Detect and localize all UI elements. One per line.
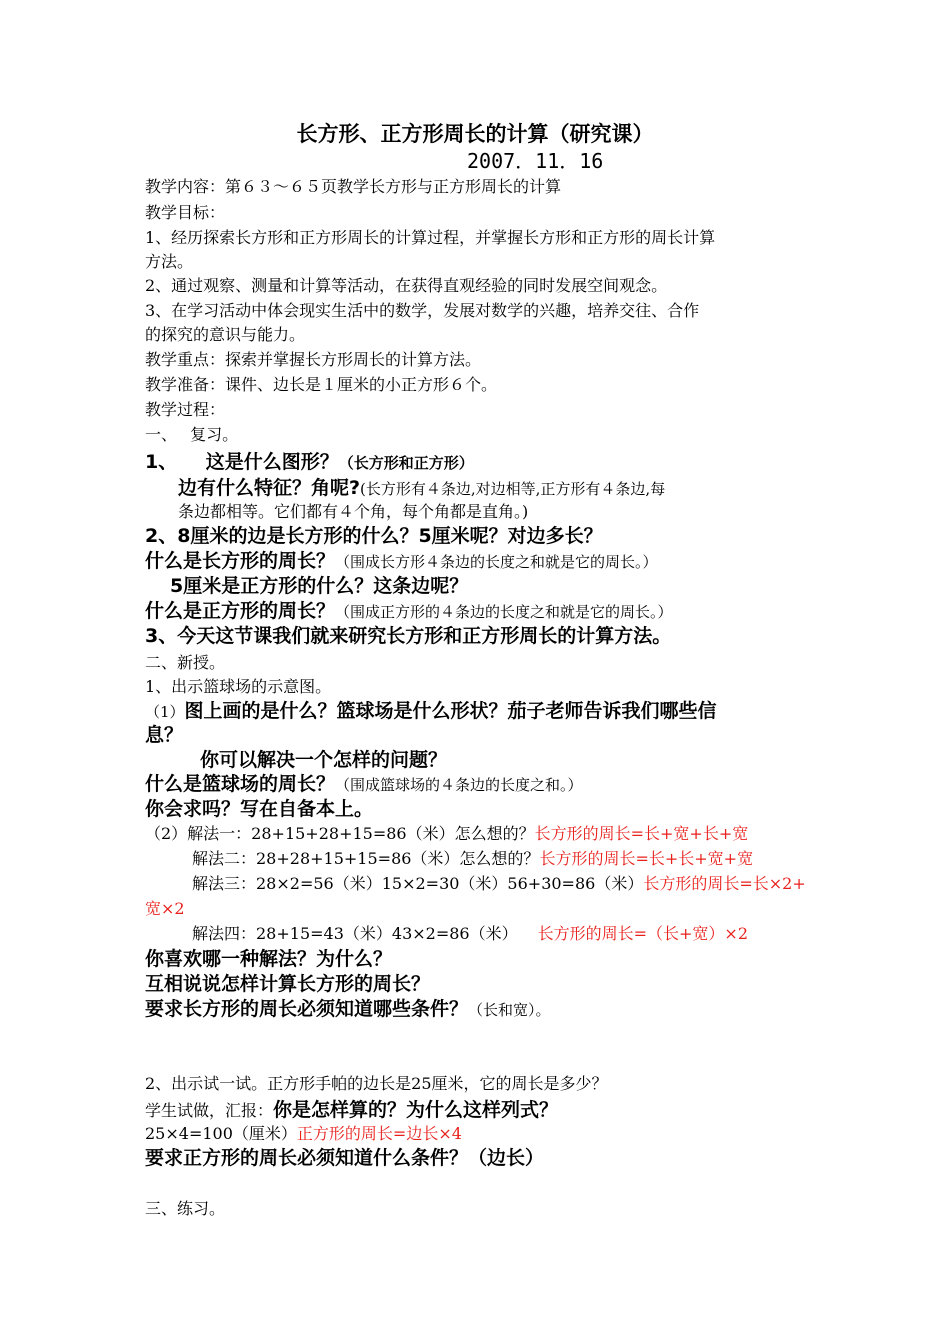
question-2d-answer: （围成正方形的４条边的长度之和就是它的周长。）: [335, 603, 673, 621]
question-2c: 5厘米是正方形的什么？这条边呢？: [170, 575, 469, 597]
method-3-text: 解法三：28×2=56（米）15×2=30（米）56+30=86（米）: [192, 874, 644, 893]
method-4-text: 解法四：28+15=43（米）43×2=86（米）: [192, 924, 518, 943]
try-2-question: 你是怎样算的？为什么这样列式？: [273, 1099, 559, 1121]
method-1-text: （2）解法一：28+15+28+15=86（米）怎么想的？: [145, 824, 535, 843]
section-new: 二、新授。: [145, 653, 226, 672]
try-2: [145, 1097, 558, 1123]
question-2b-answer: （围成长方形４条边的长度之和就是它的周长。）: [335, 553, 658, 571]
prompt-3-text: 要求长方形的周长必须知道哪些条件？: [145, 998, 469, 1020]
method-4: [192, 923, 748, 945]
try-1: 2、出示试一试。正方形手帕的边长是25厘米，它的周长是多少？: [145, 1074, 608, 1093]
prompt-1: 你喜欢哪一种解法？为什么？: [145, 948, 393, 970]
prompt-2: 互相说说怎样计算长方形的周长？: [145, 973, 431, 995]
new-1d-answer: （围成篮球场的４条边的长度之和。）: [335, 776, 583, 794]
method-1: [145, 823, 748, 845]
question-2a: 2、8厘米的边是长方形的什么？5厘米呢？对边多长？: [145, 525, 603, 547]
new-1a-prefix: （1）: [145, 703, 185, 721]
question-1b-answer: (长方形有４条边,对边相等,正方形有４条边,每: [360, 480, 666, 498]
date-line: 2007．11．16: [467, 149, 604, 173]
new-1: 1、出示篮球场的示意图。: [145, 677, 332, 696]
prompt-3: [145, 996, 551, 1023]
try-3: [145, 1123, 462, 1145]
method-2: [192, 848, 753, 870]
goal-1a: 1、经历探索长方形和正方形周长的计算过程，并掌握长方形和正方形的周长计算: [145, 228, 716, 247]
new-1a: [145, 698, 717, 725]
goal-heading: 教学目标：: [145, 203, 226, 222]
goal-3a: 3、在学习活动中体会现实生活中的数学，发展对数学的兴趣，培养交往、合作: [145, 301, 700, 320]
question-2b-text: 什么是长方形的周长？: [145, 550, 336, 572]
question-3: 3、今天这节课我们就来研究长方形和正方形周长的计算方法。: [145, 625, 672, 647]
goal-1b: 方法。: [145, 252, 194, 271]
question-1c: 条边都相等。它们都有４个角，每个角都是直角。): [178, 502, 529, 521]
try-3-formula: 正方形的周长=边长×4: [296, 1124, 462, 1143]
goal-2: 2、通过观察、测量和计算等活动，在获得直观经验的同时发展空间观念。: [145, 276, 668, 295]
method-3-formula: 长方形的周长=长×2+: [643, 874, 806, 893]
question-1b: [178, 475, 665, 502]
new-1b: 息？: [145, 724, 184, 746]
try-3-text: 25×4=100（厘米）: [145, 1124, 297, 1143]
question-2b: [145, 548, 658, 575]
question-1a: [145, 449, 474, 476]
method-1-formula: 长方形的周长=长+宽+长+宽: [534, 824, 749, 843]
section-review: 一、 复习。: [145, 425, 239, 444]
try-2-text: 学生试做，汇报：: [145, 1101, 274, 1120]
new-1d-text: 什么是篮球场的周长？: [145, 773, 336, 795]
question-2d: [145, 598, 673, 625]
page-title: 长方形、正方形周长的计算（研究课）: [296, 122, 654, 146]
method-4-formula: 长方形的周长=（长+宽）×2: [537, 924, 749, 943]
preparation: 教学准备：课件、边长是１厘米的小正方形６个。: [145, 375, 498, 394]
key-point: 教学重点：探索并掌握长方形周长的计算方法。: [145, 350, 482, 369]
method-2-formula: 长方形的周长=长+长+宽+宽: [539, 849, 754, 868]
section-practice: 三、练习。: [145, 1199, 226, 1218]
question-1a-text: 1、 这是什么图形？: [145, 451, 339, 473]
question-2d-text: 什么是正方形的周长？: [145, 600, 336, 622]
new-1d: [145, 771, 583, 798]
prompt-3-answer: （长和宽）。: [468, 1001, 551, 1019]
method-3: [192, 873, 806, 895]
process-heading: 教学过程：: [145, 400, 226, 419]
content-line: 教学内容：第６３～６５页教学长方形与正方形周长的计算: [145, 177, 562, 196]
method-3-formula-cont: 宽×2: [145, 899, 185, 918]
goal-3b: 的探究的意识与能力。: [145, 325, 306, 344]
new-1a-text: 图上画的是什么？篮球场是什么形状？茄子老师告诉我们哪些信: [184, 700, 717, 722]
try-4: 要求正方形的周长必须知道什么条件？（边长）: [145, 1147, 545, 1169]
question-1a-answer: （长方形和正方形）: [338, 454, 474, 472]
new-1c: 你可以解决一个怎样的问题？: [200, 749, 448, 771]
question-1b-text: 边有什么特征？角呢?: [178, 477, 361, 499]
method-2-text: 解法二：28+28+15+15=86（米）怎么想的？: [192, 849, 540, 868]
new-1e: 你会求吗？写在自备本上。: [145, 798, 374, 820]
